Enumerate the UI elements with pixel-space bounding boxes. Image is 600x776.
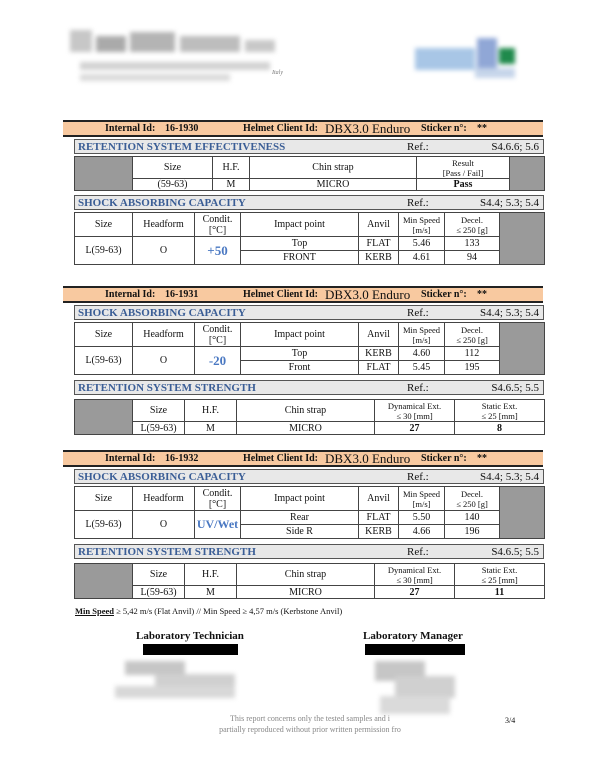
ref-label: Ref.:: [407, 546, 429, 558]
ref-value: S4.6.6; 5.6: [491, 141, 539, 153]
col-speed: [399, 487, 445, 511]
col-decel-unit: ≤ 250 [g]: [456, 498, 488, 509]
sticker-value: **: [477, 289, 487, 300]
cell-decel: 94: [445, 251, 500, 265]
cell-result: Pass: [417, 179, 510, 191]
block-1-id-bar: [63, 120, 543, 137]
col-decel-unit: ≤ 250 [g]: [456, 334, 488, 345]
col-chin-strap: Chin strap: [237, 564, 375, 586]
col-speed: [399, 213, 445, 237]
strength-header-2: [74, 380, 544, 395]
ref-label: Ref.:: [407, 382, 429, 394]
cell-dynamic: 27: [375, 422, 455, 435]
shock-table-2: [74, 322, 545, 375]
col-decel: [445, 323, 500, 347]
client-id-label: Helmet Client Id:: [243, 289, 318, 300]
cell-size: L(59-63): [133, 422, 185, 435]
internal-id: 16-1930: [165, 123, 199, 134]
ref-value: S4.4; 5.3; 5.4: [480, 197, 539, 209]
col-condition-label: Condit.: [202, 323, 233, 335]
cell-point: Front: [241, 361, 359, 375]
cell-headform: O: [133, 237, 195, 265]
note-text: ≥ 5,42 m/s (Flat Anvil) // Min Speed ≥ 4,57 m/s (Kerbstone Anvil): [113, 606, 343, 616]
col-speed-label: Min Speed: [402, 488, 441, 499]
col-decel-label: Decel.: [461, 324, 483, 335]
col-speed-unit: [m/s]: [412, 334, 431, 345]
cell-point: Rear: [241, 511, 359, 525]
col-static-unit: ≤ 25 [mm]: [481, 574, 518, 585]
cell-size: (59-63): [133, 179, 213, 191]
col-condition: [195, 213, 241, 237]
client-id-label: Helmet Client Id:: [243, 123, 318, 134]
client-id: DBX3.0 Enduro: [325, 451, 411, 466]
col-anvil: Anvil: [359, 213, 399, 237]
sticker-label: Sticker n°:: [421, 123, 467, 134]
header-country: Italy: [272, 70, 283, 76]
cell-point: Top: [241, 347, 359, 361]
cell-size: L(59-63): [75, 511, 133, 539]
col-speed-unit: [m/s]: [412, 498, 431, 509]
col-condition-label: Condit.: [202, 487, 233, 499]
col-decel-unit: ≤ 250 [g]: [456, 224, 488, 235]
ref-value: S4.4; 5.3; 5.4: [480, 307, 539, 319]
footer-line-2: partially reproduced without prior written permission fro: [219, 725, 401, 734]
col-size: Size: [75, 487, 133, 511]
col-headform: Headform: [133, 323, 195, 347]
col-anvil: Anvil: [359, 323, 399, 347]
col-headform: Headform: [133, 487, 195, 511]
section-title: SHOCK ABSORBING CAPACITY: [78, 307, 246, 319]
manager-name-redaction: [365, 644, 465, 655]
col-condition: [195, 487, 241, 511]
col-hf: H.F.: [185, 564, 237, 586]
section-title: SHOCK ABSORBING CAPACITY: [78, 197, 246, 209]
manager-signature: [365, 656, 475, 721]
sticker-label: Sticker n°:: [421, 453, 467, 464]
ref-label: Ref.:: [407, 197, 429, 209]
cell-point: Side R: [241, 525, 359, 539]
col-dynamic-label: Dynamical Ext.: [387, 564, 442, 575]
col-speed-label: Min Speed: [402, 214, 441, 225]
cell-point: FRONT: [241, 251, 359, 265]
col-decel-label: Decel.: [461, 214, 483, 225]
col-size: Size: [133, 564, 185, 586]
cell-speed: 4.66: [399, 525, 445, 539]
col-anvil: Anvil: [359, 487, 399, 511]
cell-decel: 195: [445, 361, 500, 375]
col-speed: [399, 323, 445, 347]
col-decel: [445, 213, 500, 237]
ref-label: Ref.:: [407, 307, 429, 319]
section-title: SHOCK ABSORBING CAPACITY: [78, 471, 246, 483]
col-impact-point: Impact point: [241, 487, 359, 511]
section-title: RETENTION SYSTEM STRENGTH: [78, 546, 256, 558]
col-condition-unit: [°C]: [208, 498, 227, 510]
ref-value: S4.6.5; 5.5: [491, 382, 539, 394]
cell-speed: 4.61: [399, 251, 445, 265]
ref-value: S4.4; 5.3; 5.4: [480, 471, 539, 483]
col-condition-label: Condit.: [202, 213, 233, 225]
col-chin-strap: Chin strap: [250, 157, 417, 179]
sticker-label: Sticker n°:: [421, 289, 467, 300]
col-static-unit: ≤ 25 [mm]: [481, 410, 518, 421]
retention-effectiveness-table: [74, 156, 545, 191]
col-static-label: Static Ext.: [481, 400, 518, 411]
cell-size: L(59-63): [75, 347, 133, 375]
col-condition-unit: [°C]: [208, 224, 227, 236]
col-impact-point: Impact point: [241, 213, 359, 237]
cell-decel: 133: [445, 237, 500, 251]
col-size: Size: [133, 157, 213, 179]
internal-id-label: Internal Id:: [105, 289, 156, 300]
block-2-id-bar: [63, 286, 543, 303]
cell-size: L(59-63): [133, 586, 185, 599]
col-result: [417, 157, 510, 179]
retention-effectiveness-header: [74, 139, 544, 154]
cell-condition: +50: [195, 237, 241, 265]
client-id-label: Helmet Client Id:: [243, 453, 318, 464]
ref-label: Ref.:: [407, 141, 429, 153]
col-static-label: Static Ext.: [481, 564, 518, 575]
col-result-unit: [Pass / Fail]: [442, 167, 484, 178]
cell-decel: 140: [445, 511, 500, 525]
cell-point: Top: [241, 237, 359, 251]
internal-id: 16-1932: [165, 453, 199, 464]
note-label: Min Speed: [75, 606, 114, 616]
footer-line-1: This report concerns only the tested samples and i: [230, 714, 390, 723]
internal-id-label: Internal Id:: [105, 453, 156, 464]
shock-header-3: [74, 469, 544, 484]
cell-strap: MICRO: [250, 179, 417, 191]
col-condition-unit: [°C]: [208, 334, 227, 346]
col-dynamic: [375, 400, 455, 422]
cell-anvil: FLAT: [359, 361, 399, 375]
internal-id: 16-1931: [165, 289, 199, 300]
cell-speed: 4.60: [399, 347, 445, 361]
internal-id-label: Internal Id:: [105, 123, 156, 134]
client-id: DBX3.0 Enduro: [325, 287, 411, 302]
col-hf: H.F.: [185, 400, 237, 422]
client-id: DBX3.0 Enduro: [325, 121, 411, 136]
cell-speed: 5.45: [399, 361, 445, 375]
strength-header-3: [74, 544, 544, 559]
shock-header-2: [74, 305, 544, 320]
block-3-id-bar: [63, 450, 543, 467]
col-condition: [195, 323, 241, 347]
col-speed-unit: [m/s]: [412, 224, 431, 235]
shock-table-3: [74, 486, 545, 539]
cell-hf: M: [185, 586, 237, 599]
section-title: RETENTION SYSTEM STRENGTH: [78, 382, 256, 394]
col-speed-label: Min Speed: [402, 324, 441, 335]
cell-speed: 5.50: [399, 511, 445, 525]
shock-header-1: [74, 195, 544, 210]
cell-strap: MICRO: [237, 422, 375, 435]
col-dynamic: [375, 564, 455, 586]
col-headform: Headform: [133, 213, 195, 237]
cell-anvil: KERB: [359, 347, 399, 361]
cell-condition: -20: [195, 347, 241, 375]
min-speed-note: [75, 606, 342, 616]
cell-anvil: FLAT: [359, 237, 399, 251]
col-dynamic-label: Dynamical Ext.: [387, 400, 442, 411]
shock-table-1: [74, 212, 545, 265]
page-number: 3/4: [505, 716, 516, 725]
col-chin-strap: Chin strap: [237, 400, 375, 422]
cell-headform: O: [133, 511, 195, 539]
cell-speed: 5.46: [399, 237, 445, 251]
col-impact-point: Impact point: [241, 323, 359, 347]
cell-anvil: KERB: [359, 525, 399, 539]
manager-label: Laboratory Manager: [363, 630, 463, 642]
ref-label: Ref.:: [407, 471, 429, 483]
accreditation-logo: [415, 28, 530, 83]
col-result-label: Result: [452, 157, 474, 168]
col-size: Size: [75, 213, 133, 237]
col-size: Size: [133, 400, 185, 422]
cell-strap: MICRO: [237, 586, 375, 599]
ref-value: S4.6.5; 5.5: [491, 546, 539, 558]
col-dynamic-unit: ≤ 30 [mm]: [396, 410, 433, 421]
cell-dynamic: 27: [375, 586, 455, 599]
cell-static: 8: [455, 422, 545, 435]
strength-table-3: [74, 563, 545, 599]
technician-name-redaction: [143, 644, 238, 655]
cell-anvil: KERB: [359, 251, 399, 265]
cell-headform: O: [133, 347, 195, 375]
technician-signature: [115, 656, 275, 706]
col-static: [455, 400, 545, 422]
col-static: [455, 564, 545, 586]
strength-table-2: [74, 399, 545, 435]
col-decel-label: Decel.: [461, 488, 483, 499]
footer-disclaimer: [150, 713, 470, 735]
cell-anvil: FLAT: [359, 511, 399, 525]
cell-decel: 112: [445, 347, 500, 361]
col-dynamic-unit: ≤ 30 [mm]: [396, 574, 433, 585]
technician-label: Laboratory Technician: [136, 630, 244, 642]
cell-condition: UV/Wet: [195, 511, 241, 539]
cell-decel: 196: [445, 525, 500, 539]
cell-hf: M: [213, 179, 250, 191]
sticker-value: **: [477, 123, 487, 134]
company-logo: [70, 22, 280, 92]
cell-size: L(59-63): [75, 237, 133, 265]
cell-hf: M: [185, 422, 237, 435]
cell-static: 11: [455, 586, 545, 599]
col-size: Size: [75, 323, 133, 347]
section-title: RETENTION SYSTEM EFFECTIVENESS: [78, 141, 286, 153]
col-hf: H.F.: [213, 157, 250, 179]
col-decel: [445, 487, 500, 511]
sticker-value: **: [477, 453, 487, 464]
